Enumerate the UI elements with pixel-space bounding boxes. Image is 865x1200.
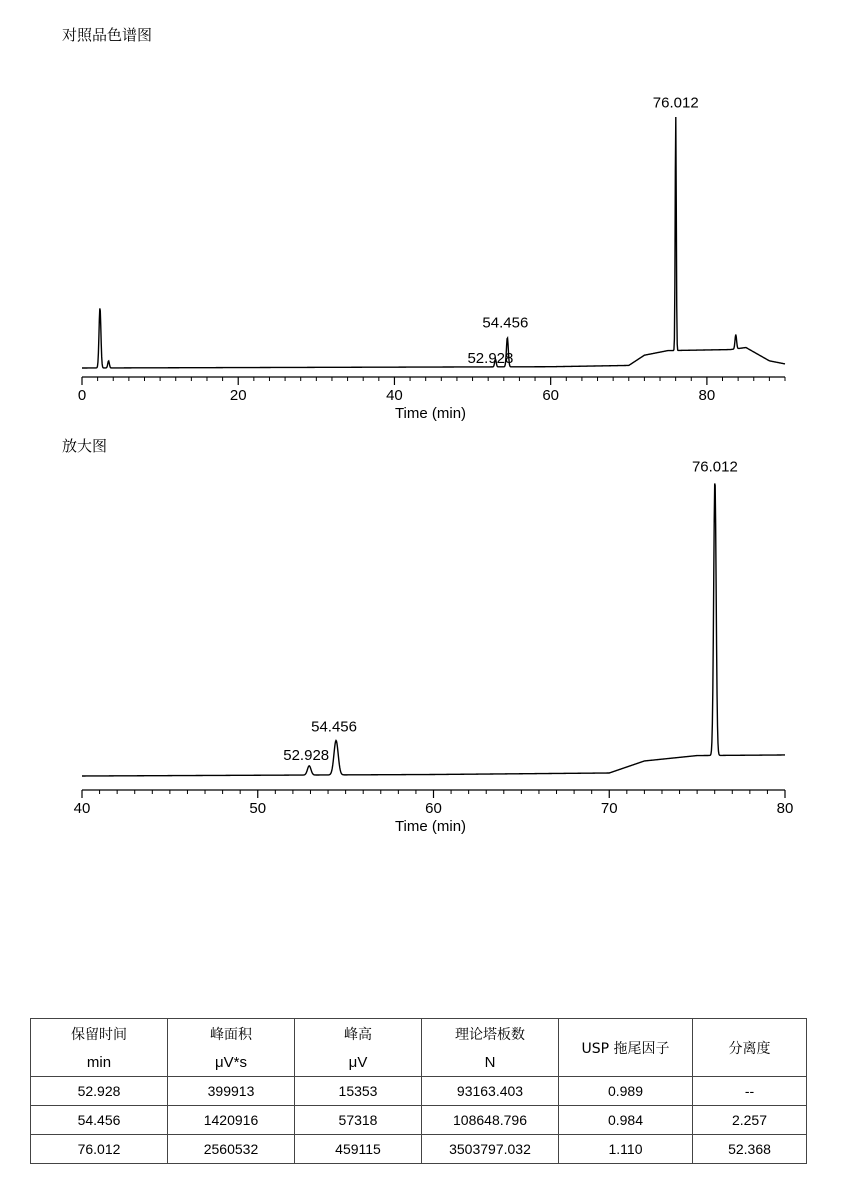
cell-retention-time: 76.012 xyxy=(31,1135,168,1164)
cell-peak-area: 399913 xyxy=(168,1077,295,1106)
table-row xyxy=(31,1135,807,1164)
x-axis-label: Time (min) xyxy=(394,405,467,422)
x-tick-label: 40 xyxy=(73,800,91,817)
x-tick-label: 70 xyxy=(600,800,618,817)
cell-retention-time: 54.456 xyxy=(31,1106,168,1135)
header-peak-height: 峰高 μV xyxy=(295,1019,422,1077)
cell-peak-height: 459115 xyxy=(295,1135,422,1164)
header-theoretical-plates: 理论塔板数 N xyxy=(422,1019,559,1077)
results-table xyxy=(30,1018,807,1164)
x-tick-label: 80 xyxy=(776,800,794,817)
x-tick-label: 60 xyxy=(425,800,442,817)
x-tick-label: 20 xyxy=(229,387,247,404)
cell-peak-area: 1420916 xyxy=(168,1106,295,1135)
cell-usp-tailing: 0.989 xyxy=(559,1077,693,1106)
cell-resolution: 52.368 xyxy=(693,1135,807,1164)
table-row xyxy=(31,1106,807,1135)
table-row xyxy=(31,1077,807,1106)
reference-chromatogram-title: 对照品色谱图 xyxy=(62,26,153,44)
chromatogram-trace xyxy=(82,117,785,368)
cell-theoretical-plates: 3503797.032 xyxy=(422,1135,559,1164)
peak-label: 52.928 xyxy=(283,746,330,764)
cell-peak-height: 57318 xyxy=(295,1106,422,1135)
x-tick-label: 50 xyxy=(249,800,267,817)
peak-label: 76.012 xyxy=(691,458,738,476)
peak-label: 52.928 xyxy=(467,350,514,368)
peak-label: 54.456 xyxy=(311,718,358,736)
chromatogram-trace xyxy=(82,483,785,776)
header-peak-area: 峰面积 μV*s xyxy=(168,1019,295,1077)
header-usp-tailing: USP 拖尾因子 xyxy=(559,1019,693,1077)
peak-label: 54.456 xyxy=(482,314,529,332)
x-tick-label: 80 xyxy=(698,387,716,404)
x-tick-label: 0 xyxy=(77,387,87,404)
x-tick-label: 60 xyxy=(542,387,560,404)
x-tick-label: 40 xyxy=(386,387,403,404)
header-resolution: 分离度 xyxy=(693,1019,807,1077)
cell-resolution: -- xyxy=(693,1077,807,1106)
cell-resolution: 2.257 xyxy=(693,1106,807,1135)
table-header-row xyxy=(31,1019,807,1077)
cell-usp-tailing: 0.984 xyxy=(559,1106,693,1135)
cell-theoretical-plates: 93163.403 xyxy=(422,1077,559,1106)
peak-label: 76.012 xyxy=(652,94,699,112)
cell-usp-tailing: 1.110 xyxy=(559,1135,693,1164)
cell-retention-time: 52.928 xyxy=(31,1077,168,1106)
cell-peak-area: 2560532 xyxy=(168,1135,295,1164)
header-retention-time: 保留时间 min xyxy=(31,1019,168,1077)
reference-chromatogram xyxy=(0,0,865,440)
x-axis-label: Time (min) xyxy=(394,818,467,835)
cell-theoretical-plates: 108648.796 xyxy=(422,1106,559,1135)
zoomed-chromatogram-title: 放大图 xyxy=(62,437,108,455)
cell-peak-height: 15353 xyxy=(295,1077,422,1106)
